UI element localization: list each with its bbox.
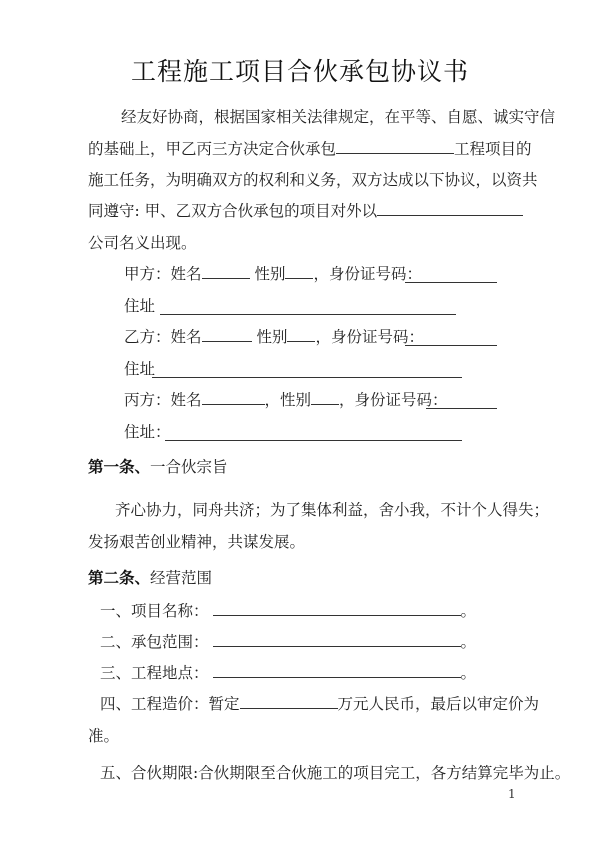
party-c-comma: ， [264,391,281,409]
item-contract-scope-blank[interactable] [213,632,461,647]
party-a-name-blank[interactable] [202,264,250,279]
item-project-location [100,663,476,683]
article-1-number: 第一条、 [88,457,151,476]
party-b-name-label: 乙方：姓名 [124,328,202,346]
item-project-name [100,601,476,621]
party-c-id-blank[interactable] [426,394,497,409]
party-a-gender-blank[interactable] [285,264,313,279]
preamble-line-3: 施工任务，为明确双方的权利和义务，双方达成以下协议，以资共 [88,171,538,189]
item-project-cost-prefix: 四、工程造价：暂定 [100,695,240,713]
party-a-address-label: 住址 [124,297,156,315]
item-project-cost-blank[interactable] [240,694,338,709]
article-2-number: 第二条、 [88,568,151,587]
preamble-line-5: 公司名义出现。 [88,234,197,252]
item-contract-scope-end: 。 [460,633,477,651]
party-c-name-blank[interactable] [202,390,265,405]
party-b-line [124,327,424,347]
project-name-blank[interactable] [336,139,454,154]
party-c-address-line [124,422,171,442]
document-title: 工程施工项目合伙承包协议书 [130,57,469,86]
item-project-name-blank[interactable] [213,601,461,616]
item-project-cost-suffix: 万元人民币，最后以审定价为 [337,695,540,713]
party-c-id-label: ，身份证号码： [339,391,448,409]
party-b-id-blank[interactable] [405,331,497,346]
item-project-cost-wrap: 准。 [88,727,120,745]
item-project-name-end: 。 [460,602,477,620]
article-1-body-line-1: 齐心协力，同舟共济；为了集体利益，舍小我，不计个人得失； [115,501,550,519]
party-b-address-line [124,359,155,379]
company-name-blank[interactable] [377,201,523,216]
party-a-line [124,264,422,284]
article-1-heading [88,457,228,477]
party-b-name-blank[interactable] [202,327,252,342]
article-1-body-line-2: 发扬艰苦创业精神，共谋发展。 [88,533,306,551]
party-a-address-line [124,296,155,316]
preamble-line-1: 经友好协商，根据国家相关法律规定，在平等、自愿、诚实守信 [121,108,556,126]
item-project-name-label: 一、项目名称： [100,602,209,620]
preamble-line-2-end: 工程项目的 [454,140,532,158]
party-c-line [124,390,448,410]
article-1-title: 一合伙宗旨 [150,458,228,476]
party-a-name-label: 甲方：姓名 [124,265,202,283]
item-project-location-label: 三、工程地点： [100,664,209,682]
item-project-location-end: 。 [460,664,477,682]
party-a-id-blank[interactable] [405,268,497,283]
item-project-cost [100,694,539,714]
party-a-gender-label: 性别 [254,265,286,283]
preamble-line-2-text: 的基础上，甲乙丙三方决定合伙承包 [88,140,337,158]
preamble-line-4 [88,201,523,221]
party-b-address-blank[interactable] [152,363,462,378]
party-b-gender-blank[interactable] [287,327,315,342]
item-project-location-blank[interactable] [213,663,461,678]
party-c-gender-label: 性别 [280,391,312,409]
party-a-address-blank[interactable] [160,300,456,315]
article-2-title: 经营范围 [150,569,213,587]
preamble-line-4-text: 同遵守: 甲、乙双方合伙承包的项目对外以 [88,202,378,220]
item-contract-scope [100,632,476,652]
party-c-gender-blank[interactable] [311,390,339,405]
page-number: 1 [508,787,516,801]
party-c-address-blank[interactable] [165,426,462,441]
item-contract-scope-label: 二、承包范围： [100,633,209,651]
party-b-id-label: ，身份证号码： [315,328,424,346]
party-c-name-label: 丙方：姓名 [124,391,202,409]
party-a-id-label: ，身份证号码： [313,265,422,283]
party-c-address-label: 住址： [124,423,171,441]
item-partnership-term: 五、合伙期限:合伙期限至合伙施工的项目完工，各方结算完毕为止。 [100,764,571,782]
article-2-heading [88,568,212,588]
party-b-gender-label: 性别 [256,328,288,346]
preamble-line-2 [88,139,532,159]
party-b-address-label: 住址 [124,360,156,378]
